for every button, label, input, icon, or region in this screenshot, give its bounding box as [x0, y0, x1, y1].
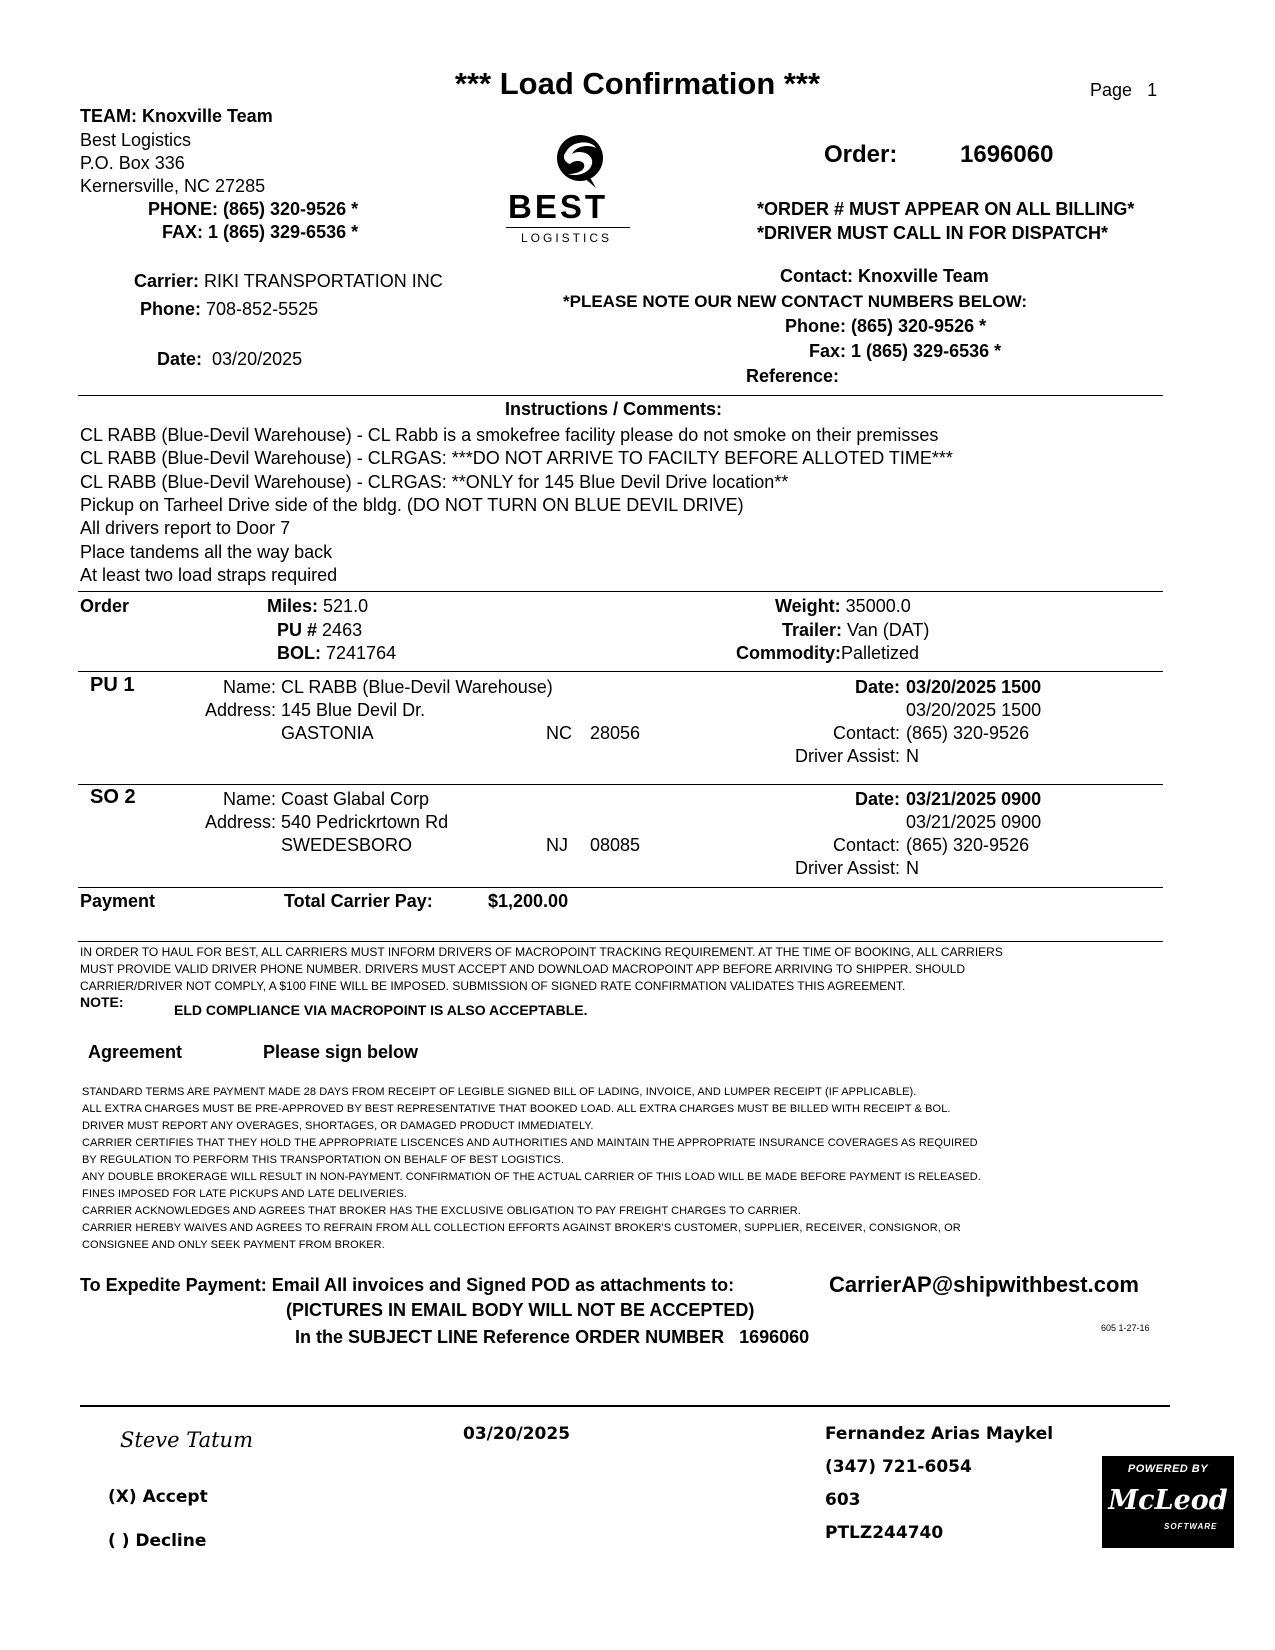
payment-label: Payment — [80, 891, 156, 911]
company-address1: P.O. Box 336 — [80, 153, 185, 173]
truck-number: 603 — [825, 1490, 861, 1510]
subject-order-number: 1696060 — [739, 1327, 810, 1347]
stop-date-end: 03/20/2025 1500 — [906, 700, 1042, 720]
team-name: TEAM: Knoxville Team — [80, 106, 273, 126]
stop-state: NJ — [546, 835, 568, 855]
trailer: Trailer: Van (DAT) — [782, 620, 930, 640]
logo-wordmark: BEST — [508, 188, 609, 225]
carrier-date: 03/20/2025 — [212, 349, 303, 369]
stop-code: PU 1 — [90, 674, 135, 696]
page-title: *** Load Confirmation *** — [454, 66, 821, 101]
pu-number: PU # 2463 — [277, 620, 363, 640]
mcleod-sub: SOFTWARE — [1164, 1522, 1218, 1531]
subject-line-instruction: In the SUBJECT LINE Reference ORDER NUMBER 1696060 — [295, 1327, 810, 1347]
terms-line: STANDARD TERMS ARE PAYMENT MADE 28 DAYS FROM RECEIPT OF LEGIBLE SIGNED BILL OF LADING, INVOICE, AND LUMPER RECEIPT (IF APPLICABLE). — [82, 1086, 917, 1098]
divider — [78, 887, 1163, 888]
instruction-line: Pickup on Tarheel Drive side of the bldg. (DO NOT TURN ON BLUE DEVIL DRIVE) — [80, 495, 744, 515]
contact-fax: Fax: 1 (865) 329-6536 * — [809, 341, 1002, 361]
signature-date: 03/20/2025 — [463, 1424, 571, 1444]
divider — [78, 784, 1163, 785]
instruction-line: CL RABB (Blue-Devil Warehouse) - CLRGAS: **ONLY for 145 Blue Devil Drive location** — [80, 472, 789, 492]
agreement-label: Agreement — [88, 1042, 183, 1062]
company-address2: Kernersville, NC 27285 — [80, 176, 266, 196]
stop-address: 145 Blue Devil Dr. — [281, 700, 426, 720]
stop-zip: 08085 — [590, 835, 641, 855]
order-label: Order: — [824, 141, 898, 168]
stop-name-label: Name: — [222, 677, 276, 697]
terms-line: CONSIGNEE AND ONLY SEEK PAYMENT FROM BROKER. — [82, 1239, 385, 1251]
powered-by: POWERED BY — [1127, 1463, 1209, 1475]
commodity: Commodity:Palletized — [736, 643, 920, 663]
instruction-line: Place tandems all the way back — [80, 542, 333, 562]
contact-name: Contact: Knoxville Team — [780, 266, 989, 286]
stop-date-label: Date: — [854, 789, 900, 809]
billing-notice: *ORDER # MUST APPEAR ON ALL BILLING* — [757, 199, 1135, 219]
instructions-title: Instructions / Comments: — [505, 399, 723, 419]
divider — [78, 671, 1163, 672]
signature-divider — [80, 1405, 1170, 1407]
stop-contact: (865) 320-9526 — [906, 835, 1030, 855]
contact-note: *PLEASE NOTE OUR NEW CONTACT NUMBERS BELOW: — [563, 292, 1028, 311]
instruction-line: All drivers report to Door 7 — [80, 518, 291, 538]
carrier-phone: 708-852-5525 — [206, 299, 319, 319]
instruction-line: At least two load straps required — [80, 565, 338, 585]
mcleod-logo — [1102, 1456, 1234, 1548]
company-name: Best Logistics — [80, 130, 192, 150]
accept-option[interactable]: (X) Accept — [108, 1487, 208, 1507]
divider — [78, 591, 1163, 592]
billing-email[interactable]: CarrierAP@shipwithbest.com — [829, 1272, 1139, 1297]
stop-zip: 28056 — [590, 723, 641, 743]
terms-line: ALL EXTRA CHARGES MUST BE PRE-APPROVED BY BEST REPRESENTATIVE THAT BOOKED LOAD. ALL EXTRA CHARGES MUST BE BILLED WITH RECEIPT & BOL. — [82, 1103, 951, 1115]
stop-city: SWEDESBORO — [281, 835, 413, 855]
order-section-label: Order — [80, 596, 130, 616]
stop-address: 540 Pedrickrtown Rd — [281, 812, 449, 832]
driver-phone: (347) 721-6054 — [825, 1457, 972, 1477]
driver-assist: N — [906, 746, 919, 766]
stop-contact-label: Contact: — [832, 723, 900, 743]
carrier-phone-line: Phone: 708-852-5525 — [140, 299, 319, 319]
reference-label: Reference: — [746, 366, 840, 386]
company-phone: PHONE: (865) 320-9526 * — [148, 199, 359, 219]
carrier-name: RIKI TRANSPORTATION INC — [204, 271, 443, 291]
best-logo-icon — [552, 130, 612, 190]
terms-line: FINES IMPOSED FOR LATE PICKUPS AND LATE DELIVERIES. — [82, 1188, 407, 1200]
divider — [78, 395, 1163, 396]
total-carrier-pay: $1,200.00 — [488, 891, 569, 911]
stop-date: 03/21/2025 0900 — [906, 789, 1042, 809]
dispatch-notice: *DRIVER MUST CALL IN FOR DISPATCH* — [757, 223, 1109, 243]
carrier-line: Carrier: RIKI TRANSPORTATION INC — [134, 271, 443, 291]
macropoint-text: MUST PROVIDE VALID DRIVER PHONE NUMBER. DRIVERS MUST ACCEPT AND DOWNLOAD MACROPOINT APP BEFORE ARRIVING TO SHIPPER. SHOULD — [80, 962, 966, 976]
driver-assist-label: Driver Assist: — [794, 746, 900, 766]
order-number: 1696060 — [960, 141, 1054, 168]
carrier-date-line: Date: 03/20/2025 — [157, 349, 303, 369]
note-label: NOTE: — [80, 994, 124, 1010]
page-label: Page 1 — [1090, 80, 1158, 100]
trailer-number: PTLZ244740 — [825, 1523, 944, 1543]
total-carrier-pay-label: Total Carrier Pay: — [284, 891, 433, 911]
terms-line: CARRIER CERTIFIES THAT THEY HOLD THE APPROPRIATE LISCENCES AND AUTHORITIES AND MAINTAIN THE APPROPRIATE INSURANCE COVERAGES AS REQUIRED — [82, 1137, 978, 1149]
stop-city: GASTONIA — [281, 723, 374, 743]
stop-name: CL RABB (Blue-Devil Warehouse) — [281, 677, 553, 697]
contact-phone: Phone: (865) 320-9526 * — [785, 316, 987, 336]
stop-contact-label: Contact: — [832, 835, 900, 855]
stop-date-end: 03/21/2025 0900 — [906, 812, 1042, 832]
terms-line: DRIVER MUST REPORT ANY OVERAGES, SHORTAGES, OR DAMAGED PRODUCT IMMEDIATELY. — [82, 1120, 594, 1132]
logo-sub: LOGISTICS — [521, 231, 613, 245]
form-code: 605 1-27-16 — [1101, 1323, 1150, 1333]
bol-number: BOL: 7241764 — [277, 643, 397, 663]
terms-line: BY REGULATION TO PERFORM THIS TRANSPORTATION ON BEHALF OF BEST LOGISTICS. — [82, 1154, 565, 1166]
macropoint-text: CARRIER/DRIVER NOT COMPLY, A $100 FINE WILL BE IMPOSED. SUBMISSION OF SIGNED RATE CONFIRMATION VALIDATES THIS AGREEMENT. — [80, 979, 906, 993]
signature: Steve Tatum — [120, 1428, 253, 1452]
stop-date: 03/20/2025 1500 — [906, 677, 1042, 697]
instruction-line: CL RABB (Blue-Devil Warehouse) - CLRGAS: ***DO NOT ARRIVE TO FACILTY BEFORE ALLOTED TIME*** — [80, 448, 953, 468]
driver-name: Fernandez Arias Maykel — [825, 1424, 1054, 1444]
expedite-instruction: To Expedite Payment: Email All invoices and Signed POD as attachments to: — [80, 1275, 735, 1295]
email-warning: (PICTURES IN EMAIL BODY WILL NOT BE ACCEPTED) — [286, 1300, 755, 1320]
logo-divider — [506, 227, 630, 228]
stop-name-label: Name: — [222, 789, 276, 809]
terms-line: CARRIER HEREBY WAIVES AND AGREES TO REFRAIN FROM ALL COLLECTION EFFORTS AGAINST BROKER'S CUSTOMER, SUPPLIER, RECEIVER, CONSIGNOR, OR — [82, 1222, 961, 1234]
stop-code: SO 2 — [90, 786, 136, 808]
eld-note: ELD COMPLIANCE VIA MACROPOINT IS ALSO ACCEPTABLE. — [174, 1002, 588, 1018]
stop-date-label: Date: — [854, 677, 900, 697]
miles: Miles: 521.0 — [267, 596, 369, 616]
company-fax: FAX: 1 (865) 329-6536 * — [162, 222, 359, 242]
stop-state: NC — [546, 723, 572, 743]
terms-line: ANY DOUBLE BROKERAGE WILL RESULT IN NON-PAYMENT. CONFIRMATION OF THE ACTUAL CARRIER OF THIS LOAD WILL BE MADE BEFORE PAYMENT IS RELEASED. — [82, 1171, 981, 1183]
stop-address-label: Address: — [204, 812, 276, 832]
stop-contact: (865) 320-9526 — [906, 723, 1030, 743]
decline-option[interactable]: ( ) Decline — [108, 1531, 207, 1551]
page-number: 1 — [1147, 80, 1158, 100]
divider — [78, 941, 1163, 942]
terms-line: CARRIER ACKNOWLEDGES AND AGREES THAT BROKER HAS THE EXCLUSIVE OBLIGATION TO PAY FREIGHT CHARGES TO CARRIER. — [82, 1205, 801, 1217]
stop-name: Coast Glabal Corp — [281, 789, 430, 809]
driver-assist-label: Driver Assist: — [794, 858, 900, 878]
sign-instruction: Please sign below — [263, 1042, 419, 1062]
macropoint-text: IN ORDER TO HAUL FOR BEST, ALL CARRIERS MUST INFORM DRIVERS OF MACROPOINT TRACKING REQUIREMENT. AT THE TIME OF BOOKING, ALL CARRIERS — [80, 945, 1003, 959]
mcleod-brand: McLeod — [1108, 1485, 1228, 1516]
stop-address-label: Address: — [204, 700, 276, 720]
weight: Weight: 35000.0 — [775, 596, 911, 616]
driver-assist: N — [906, 858, 919, 878]
instruction-line: CL RABB (Blue-Devil Warehouse) - CL Rabb is a smokefree facility please do not smoke on their premisses — [80, 425, 939, 445]
